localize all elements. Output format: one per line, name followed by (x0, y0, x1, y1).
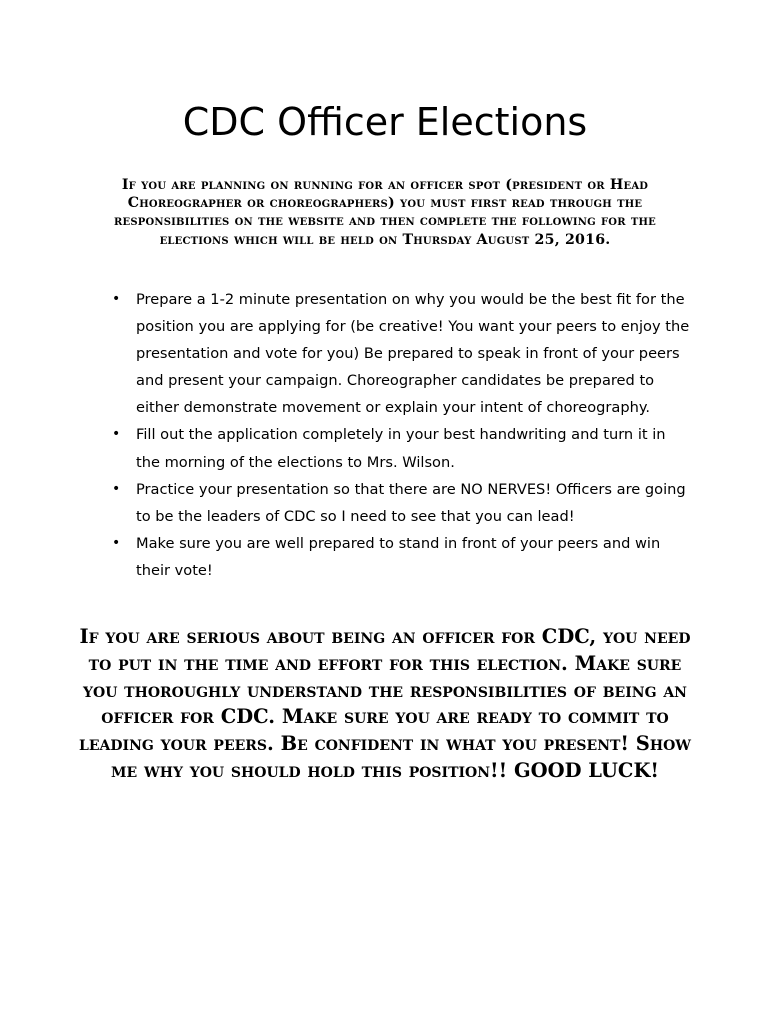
bullet-icon: • (112, 426, 121, 443)
list-item (100, 530, 690, 584)
bullet-icon: • (112, 534, 121, 551)
intro-paragraph: If you are planning on running for an officer spot (president or Head Choreographer or choreographers) you must first read through the responsibilities on the website and then complete the following for the elections which will be held on Thursday August 25, 2016. (114, 177, 656, 248)
instructions-list (100, 286, 690, 584)
list-item-text: Practice your presentation so that there are NO NERVES! Officers are going to be the leaders of CDC so I need to see that you can lead! (136, 480, 686, 525)
list-item (100, 476, 690, 530)
list-item-text: Prepare a 1-2 minute presentation on why you would be the best fit for the position you are applying for (be creative! You want your peers to enjoy the presentation and vote for you) Be prepared to speak in front of your peers and present your campaign. Choreographer candidates be prepared to either demonstrate movement or explain your intent of choreography. (136, 291, 690, 417)
list-item-text: Fill out the application completely in your best handwriting and turn it in the morning of the elections to Mrs. Wilson. (136, 426, 666, 471)
bullet-icon: • (112, 291, 121, 307)
closing-paragraph: If you are serious about being an officer for CDC, you need to put in the time and effort for this election. Make sure you thoroughly understand the responsibilities of being an officer for CDC. Make sure you are ready to commit to leading your peers. Be confident in what you present! Show me why you should hold this position!! GOOD LUCK! (79, 625, 691, 782)
list-item (100, 421, 690, 475)
page-title: CDC Officer Elections (182, 100, 588, 144)
bullet-icon: • (112, 480, 121, 497)
list-item-text: Make sure you are well prepared to stand in front of your peers and win their vote! (136, 534, 661, 579)
list-item (100, 286, 690, 421)
